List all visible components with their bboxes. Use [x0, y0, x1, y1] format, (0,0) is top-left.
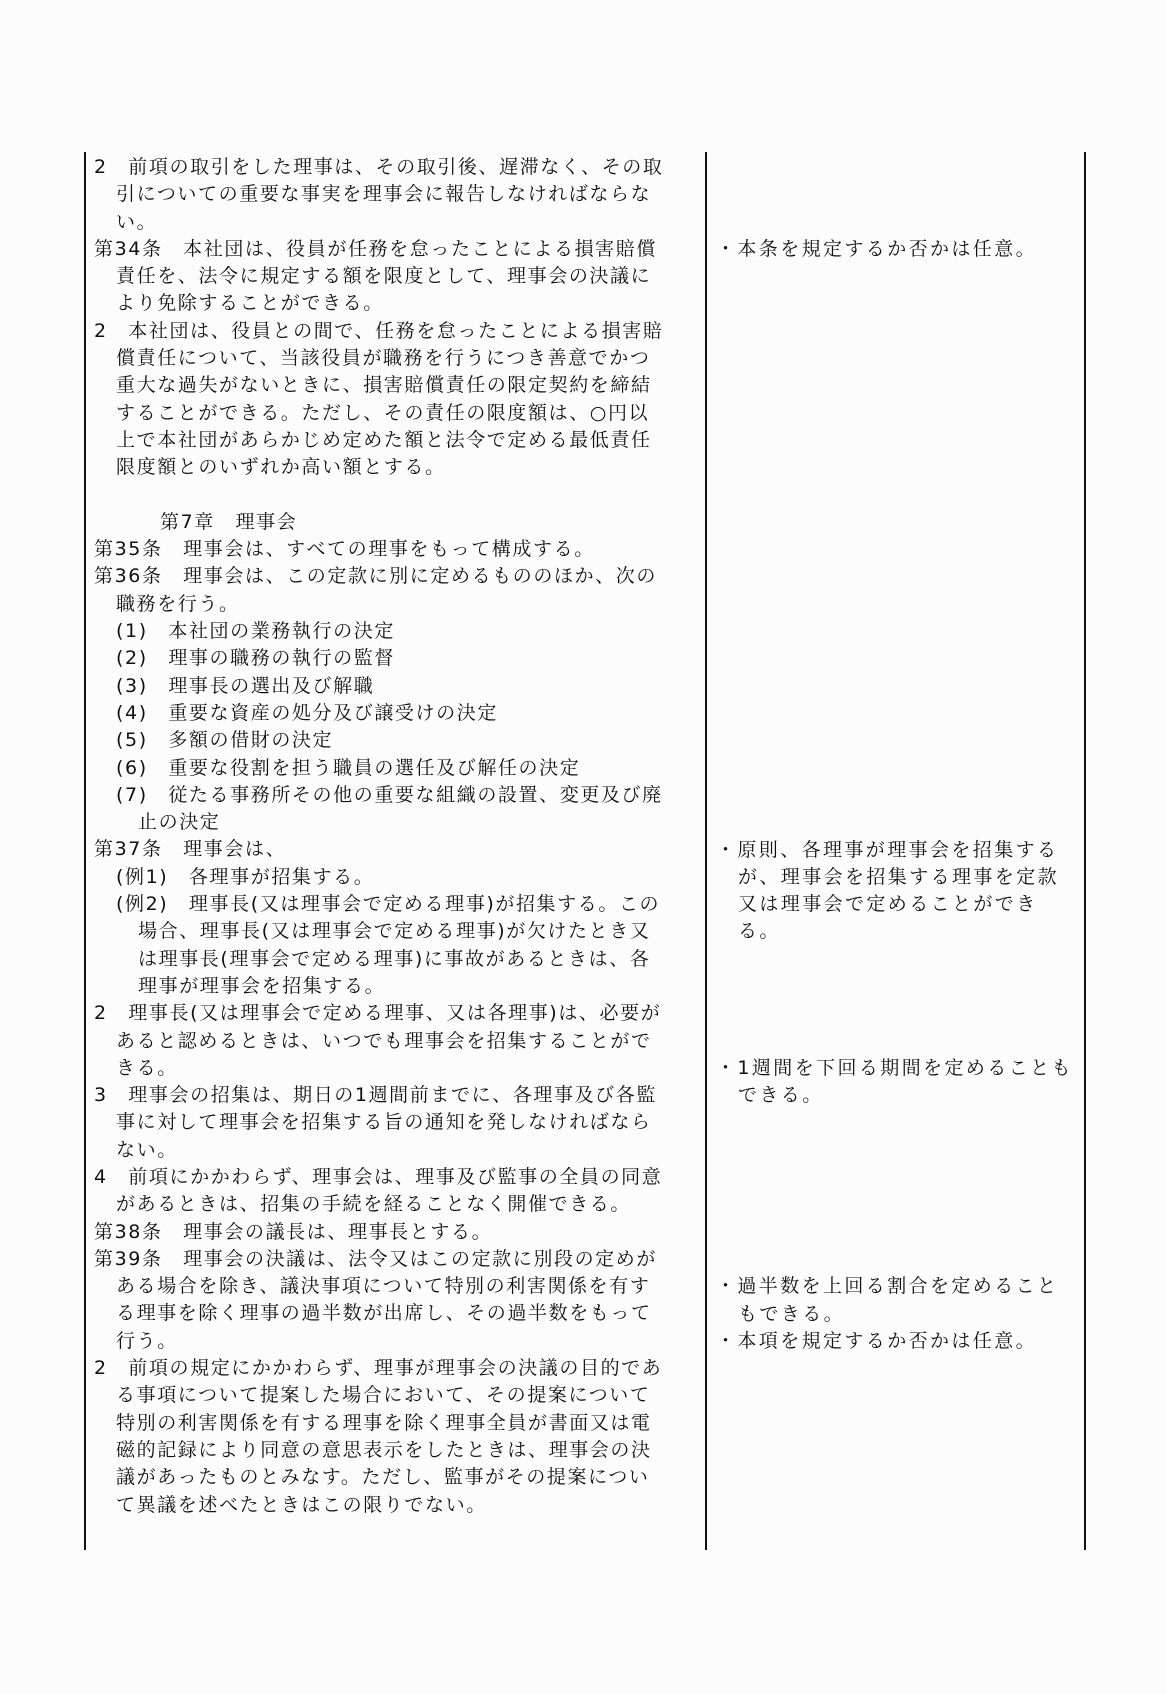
- chapter-heading: 第7章 理事会: [160, 510, 298, 533]
- articles-column: [94, 154, 694, 1519]
- paragraph-line: 事に対して理事会を招集する旨の通知を発しなければなら: [116, 1111, 652, 1134]
- list-item-line: は理事長(理事会で定める理事)に事故があるときは、各: [138, 947, 651, 970]
- paragraph-line: 4 前項にかかわらず、理事会は、理事及び監事の全員の同意: [94, 1165, 663, 1188]
- paragraph-line: 2 本社団は、役員との間で、任務を怠ったことによる損害賠: [94, 319, 664, 342]
- article-line: ある場合を除き、議決事項について特別の利害関係を有す: [116, 1275, 651, 1298]
- paragraph-line: 重大な過失がないときに、損害賠償責任の限定契約を締結: [116, 374, 652, 397]
- paragraph-line: ない。: [116, 1138, 178, 1161]
- paragraph-line: る事項について提案した場合において、その提案について: [116, 1384, 651, 1407]
- list-item-line: (例2) 理事長(又は理事会で定める理事)が招集する。この: [116, 893, 661, 916]
- article-line: 第37条 理事会は、: [94, 838, 287, 861]
- paragraph-line: があるときは、招集の手続を経ることなく開催できる。: [116, 1193, 632, 1216]
- list-item-line: 場合、理事長(又は理事会で定める理事)が欠けたとき又: [138, 920, 651, 943]
- article-line: 行う。: [116, 1329, 178, 1352]
- paragraph-line: 上で本社団があらかじめ定めた額と法令で定める最低責任: [116, 428, 652, 451]
- note-line: ・過半数を上回る割合を定めること: [716, 1275, 1059, 1298]
- paragraph-line: 2 前項の取引をした理事は、その取引後、遅滞なく、その取: [94, 156, 664, 178]
- list-item-line: (3) 理事長の選出及び解職: [116, 674, 375, 697]
- table-border-right: [1084, 152, 1086, 1550]
- paragraph-line: きる。: [116, 1056, 178, 1079]
- note-line: ・1週間を下回る期間を定めることも: [716, 1056, 1073, 1079]
- note-line: ・本条を規定するか否かは任意。: [716, 237, 1038, 260]
- paragraph-line: て異議を述べたときはこの限りでない。: [116, 1493, 487, 1516]
- article-line: 第35条 理事会は、すべての理事をもって構成する。: [94, 538, 595, 561]
- article-line: 職務を行う。: [116, 592, 240, 615]
- note: [716, 1273, 1058, 1328]
- article-line: 第39条 理事会の決議は、法令又はこの定款に別段の定めが: [94, 1247, 657, 1270]
- table-border-left: [84, 152, 86, 1550]
- note-line: できる。: [738, 1084, 824, 1107]
- list-item-line: (6) 重要な役割を担う職員の選任及び解任の決定: [116, 756, 581, 779]
- article-line: 第38条 理事会の議長は、理事長とする。: [94, 1220, 493, 1243]
- note-line: もできる。: [738, 1302, 846, 1325]
- article-line: 第34条 本社団は、役員が任務を怠ったことによる損害賠償: [94, 237, 657, 260]
- note: [716, 837, 1059, 946]
- paragraph-line: 磁的記録により同意の意思表示をしたときは、理事会の決: [116, 1438, 652, 1461]
- paragraph-line: 2 前項の規定にかかわらず、理事が理事会の決議の目的であ: [94, 1357, 663, 1380]
- article-line: る理事を除く理事の過半数が出席し、その過半数をもって: [116, 1302, 652, 1325]
- list-item-line: (例1) 各理事が招集する。: [116, 865, 375, 888]
- note-line: が、理事会を招集する理事を定款: [738, 865, 1060, 888]
- list-item-line: (5) 多額の借財の決定: [116, 729, 334, 752]
- note-line: る。: [738, 920, 781, 943]
- note: [716, 1328, 1037, 1355]
- note-line: ・原則、各理事が理事会を招集する: [716, 838, 1059, 861]
- articles-comparison-table: [84, 152, 1086, 1550]
- paragraph-line: 2 理事長(又は理事会で定める理事、又は各理事)は、必要が: [94, 1002, 662, 1025]
- article-line: 責任を、法令に規定する額を限度として、理事会の決議に: [116, 265, 652, 288]
- paragraph-line: 3 理事会の招集は、期日の1週間前までに、各理事及び各監: [94, 1084, 657, 1107]
- paragraph-line: い。: [116, 210, 158, 233]
- note: [716, 1055, 1073, 1110]
- list-item-line: (7) 従たる事務所その他の重要な組織の設置、変更及び廃: [116, 783, 663, 806]
- list-item-line: (2) 理事の職務の執行の監督: [116, 647, 395, 670]
- note: [716, 236, 1037, 263]
- note-line: ・本項を規定するか否かは任意。: [716, 1329, 1038, 1352]
- table-divider: [705, 152, 707, 1550]
- paragraph-line: あると認めるときは、いつでも理事会を招集することがで: [116, 1029, 652, 1052]
- paragraph-line: 議があったものとみなす。ただし、監事がその提案につい: [116, 1466, 650, 1489]
- list-item-line: 理事が理事会を招集する。: [138, 974, 386, 997]
- article-line: より免除することができる。: [116, 292, 384, 315]
- note-line: 又は理事会で定めることができ: [738, 893, 1038, 916]
- list-item-line: (4) 重要な資産の処分及び譲受けの決定: [116, 701, 498, 724]
- list-item-line: (1) 本社団の業務執行の決定: [116, 620, 395, 643]
- blank-line: [94, 482, 694, 509]
- paragraph-line: 償責任について、当該役員が職務を行うにつき善意でかつ: [116, 347, 651, 370]
- paragraph-line: することができる。ただし、その責任の限度額は、○円以: [116, 401, 650, 424]
- paragraph-line: 引についての重要な事実を理事会に報告しなければならな: [116, 183, 652, 206]
- paragraph-line: 限度額とのいずれか高い額とする。: [116, 456, 446, 479]
- article-line: 第36条 理事会は、この定款に別に定めるもののほか、次の: [94, 565, 657, 588]
- paragraph-line: 特別の利害関係を有する理事を除く理事全員が書面又は電: [116, 1411, 652, 1434]
- list-item-line: 止の決定: [138, 811, 221, 834]
